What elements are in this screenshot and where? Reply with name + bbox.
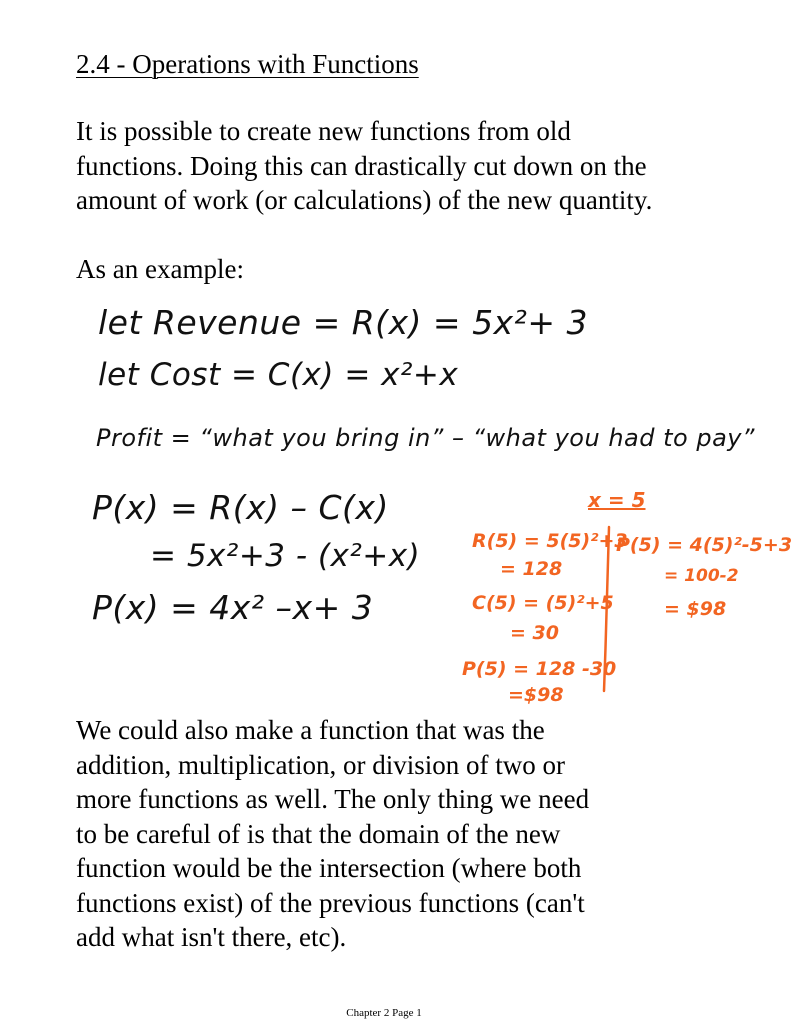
closing-line: functions exist) of the previous functions (can't (76, 887, 585, 918)
closing-line: more functions as well. The only thing we need (76, 784, 590, 814)
handwritten-r5-result: = 128 (500, 558, 563, 580)
closing-line: to be careful of is that the domain of the new (76, 818, 561, 849)
example-lead: As an example: (76, 254, 244, 284)
handwritten-profit-definition: Profit = “what you bring in” – “what you had to pay” (96, 424, 755, 452)
intro-paragraph (76, 114, 756, 218)
handwritten-revenue: let Revenue = R(x) = 5x²+ 3 (98, 303, 588, 342)
handwritten-cost: let Cost = C(x) = x²+x (98, 357, 459, 393)
page-title: 2.4 - Operations with Functions (76, 49, 419, 79)
handwritten-c5-result: = 30 (510, 622, 559, 644)
closing-line: add what isn't there, etc). (76, 922, 347, 952)
handwritten-p5-alternate-result: = $98 (664, 598, 727, 620)
handwritten-profit-expansion: = 5x²+3 - (x²+x) (150, 538, 421, 574)
handwritten-c5: C(5) = (5)²+5 (472, 592, 614, 614)
page-footer: Chapter 2 Page 1 (346, 1007, 422, 1019)
handwritten-p5: P(5) = 128 -30 (462, 658, 617, 680)
closing-line: addition, multiplication, or division of two or (76, 749, 565, 780)
handwritten-p5-result: =$98 (508, 684, 564, 706)
intro-line: It is possible to create new functions from old (76, 116, 571, 146)
intro-line: amount of work (or calculations) of the new quantity. (76, 185, 653, 215)
closing-paragraph (76, 713, 756, 955)
closing-line: We could also make a function that was the (76, 715, 545, 745)
handwritten-x-value: x = 5 (588, 488, 646, 512)
handwritten-p5-alternate-step: = 100-2 (664, 566, 739, 586)
handwritten-profit-result: P(x) = 4x² –x+ 3 (92, 588, 374, 627)
handwritten-p5-alternate: P(5) = 4(5)²-5+3 (616, 534, 792, 556)
orange-divider-line (600, 525, 616, 695)
intro-line: functions. Doing this can drastically cut down on the (76, 150, 647, 181)
closing-line: function would be the intersection (where both (76, 853, 582, 883)
handwritten-profit-equation: P(x) = R(x) – C(x) (92, 488, 389, 527)
handwritten-r5: R(5) = 5(5)²+3 (472, 530, 628, 552)
